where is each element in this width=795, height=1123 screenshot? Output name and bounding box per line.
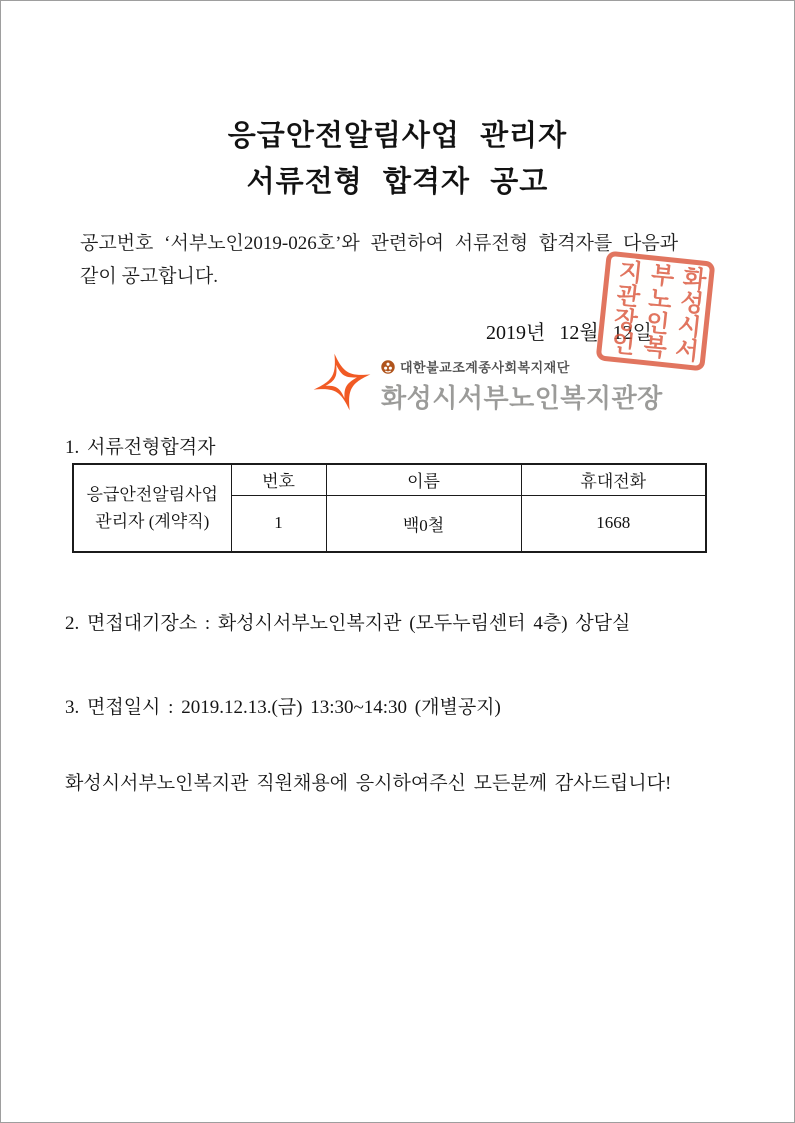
title-line-2: 서류전형 합격자 공고 xyxy=(246,166,549,198)
position-label-line-1: 응급안전알림사업 xyxy=(86,485,218,504)
title-line-1: 응급안전알림사업 관리자 xyxy=(227,120,568,152)
closing-remark: 화성시서부노인복지관 직원채용에 응시하여주신 모든분께 감사드립니다! xyxy=(65,773,672,794)
col-header-number: 번호 xyxy=(231,464,326,495)
position-label-cell xyxy=(73,464,231,552)
foundation-line xyxy=(381,357,663,376)
logo-text-block xyxy=(381,350,663,415)
announcement-date: 2019년 12월 12일 xyxy=(486,322,652,344)
section-1-heading: 1. 서류전형합격자 xyxy=(65,437,216,458)
intro-line-2: 같이 공고합니다. xyxy=(80,266,218,287)
table-header-row xyxy=(73,464,706,495)
section-3-heading: 3. 면접일시 : 2019.12.13.(금) 13:30~14:30 (개별공지) xyxy=(65,697,501,718)
cell-phone: 1668 xyxy=(521,495,706,552)
cell-number: 1 xyxy=(231,495,326,552)
col-header-name: 이름 xyxy=(326,464,521,495)
page-title xyxy=(1,113,794,205)
seal-text: 화성시서부노인복지관장인 xyxy=(605,257,706,362)
cell-name: 백0철 xyxy=(326,495,521,552)
organization-name: 화성시서부노인복지관장 xyxy=(381,383,663,413)
four-point-star-icon xyxy=(305,343,380,420)
section-2-heading: 2. 면접대기장소 : 화성시서부노인복지관 (모두누림센터 4층) 상담실 xyxy=(65,613,631,634)
passers-table xyxy=(72,463,707,553)
organization-logo xyxy=(312,350,663,415)
intro-line-1: 공고번호 ‘서부노인2019-026호’와 관련하여 서류전형 합격자를 다음과 xyxy=(80,233,679,254)
jogye-order-emblem-icon xyxy=(381,360,395,374)
col-header-phone: 휴대전화 xyxy=(521,464,706,495)
position-label-line-2: 관리자 (계약직) xyxy=(95,512,210,531)
foundation-name: 대한불교조계종사회복지재단 xyxy=(400,360,570,375)
